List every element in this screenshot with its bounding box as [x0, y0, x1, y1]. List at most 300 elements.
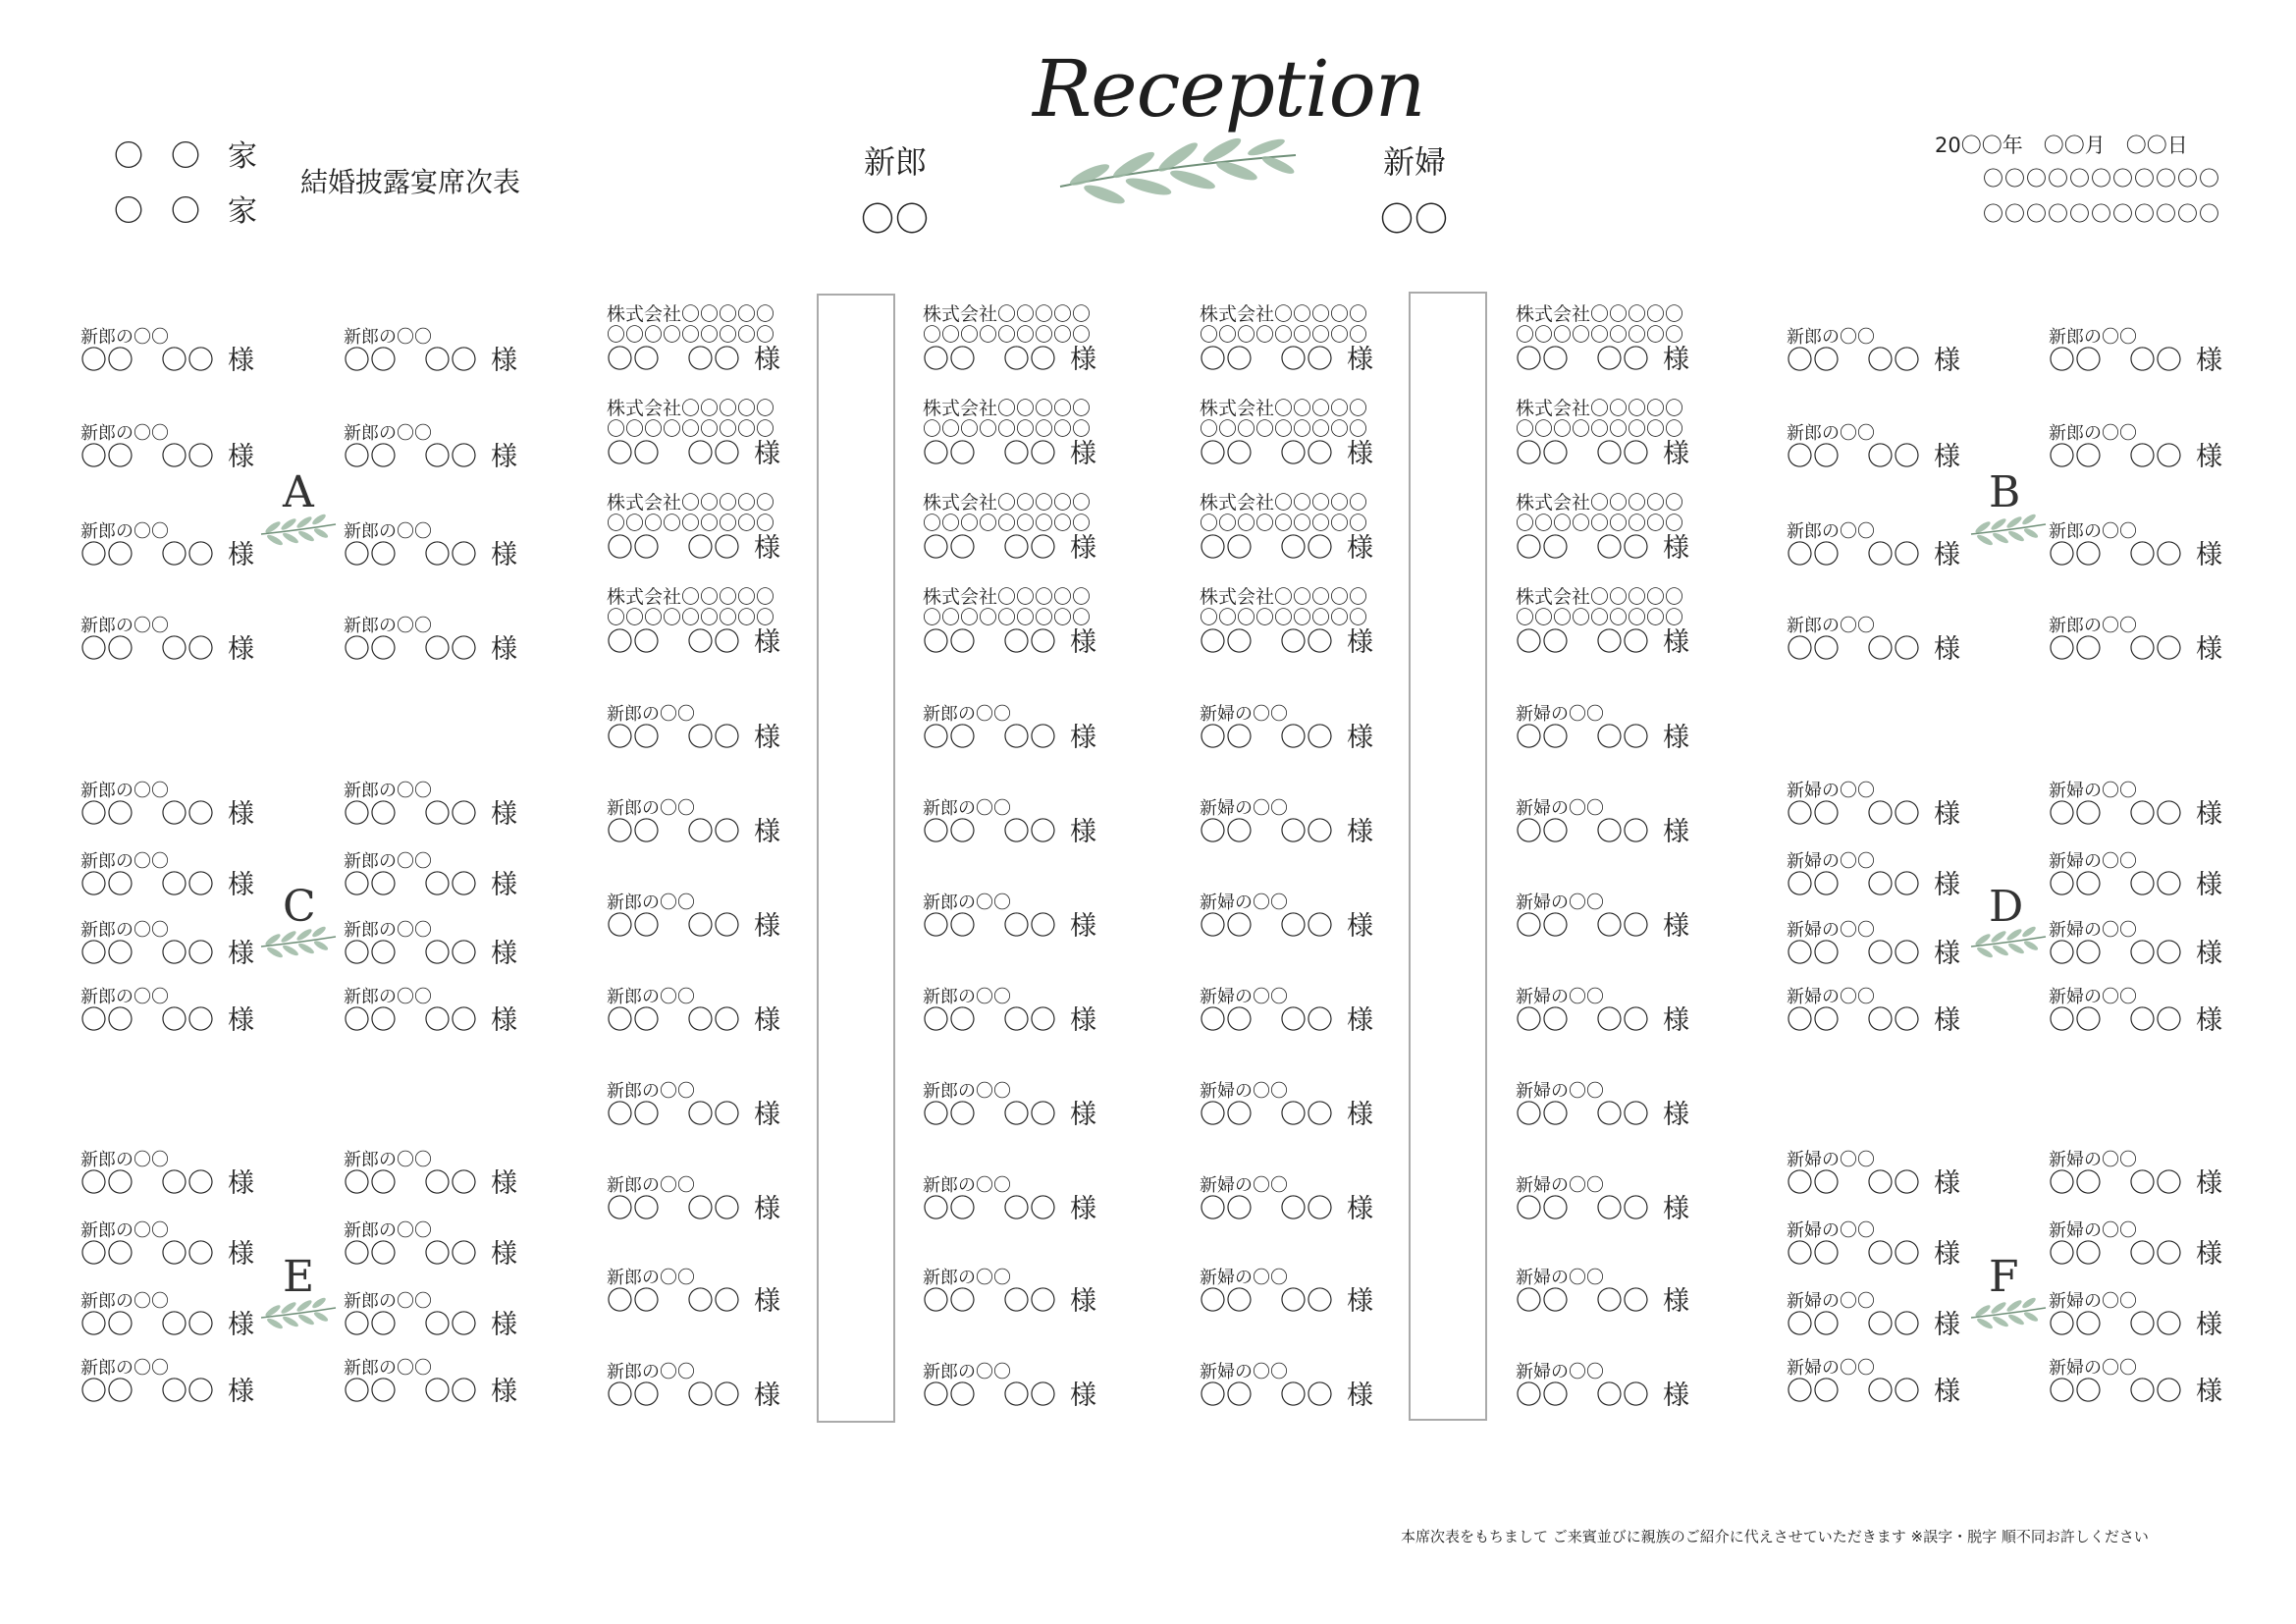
guest-entry [1787, 1359, 1960, 1407]
guest-relation: 新婦の〇〇 [1516, 1175, 1604, 1196]
guest-last-name: 〇〇 [607, 1380, 660, 1411]
guest-first-name: 〇〇 [424, 442, 477, 472]
guest-first-name: 〇〇 [1867, 870, 1920, 900]
guest-honorific: 様 [1934, 1239, 1960, 1270]
guest-first-name: 〇〇 [2129, 442, 2182, 472]
guest-first-name: 〇〇 [161, 346, 214, 376]
guest-name [607, 440, 780, 469]
guest-first-name: 〇〇 [1867, 634, 1920, 665]
leaf-sprig-icon [257, 921, 340, 966]
guest-relation: 新郎の〇〇 [80, 1291, 169, 1312]
guest-relation: 新郎の〇〇 [344, 1358, 432, 1379]
guest-relation: 新郎の〇〇 [80, 920, 169, 941]
guest-first-name: 〇〇 [1867, 1377, 1920, 1407]
guest-entry [2049, 522, 2222, 570]
guest-honorific: 様 [1934, 1005, 1960, 1036]
guest-first-name: 〇〇 [1003, 911, 1056, 942]
guest-relation: 新婦の〇〇 [1200, 987, 1288, 1007]
guest-entry [923, 705, 1096, 753]
guest-relation: 新郎の〇〇 [607, 1081, 695, 1102]
guest-honorific: 様 [1663, 817, 1689, 847]
guest-relation: 新郎の〇〇 [923, 704, 1011, 725]
guest-name [1787, 541, 1960, 570]
guest-relation: 新郎の〇〇 [607, 1268, 695, 1288]
guest-first-name: 〇〇 [1867, 540, 1920, 570]
guest-first-name: 〇〇 [161, 1239, 214, 1270]
guest-last-name: 〇〇 [1516, 1380, 1569, 1411]
guest-honorific: 様 [228, 1168, 254, 1199]
guest-last-name: 〇〇 [1516, 1194, 1569, 1224]
guest-last-name: 〇〇 [1200, 1194, 1253, 1224]
guest-relation: 新婦の〇〇 [1200, 704, 1288, 725]
guest-first-name: 〇〇 [161, 1310, 214, 1340]
guest-relation: 新郎の〇〇 [80, 1220, 169, 1241]
guest-honorific: 様 [1663, 627, 1689, 658]
guest-entry [1516, 493, 1689, 564]
guest-department: 〇〇〇〇〇〇〇〇〇 [1516, 513, 1684, 534]
guest-last-name: 〇〇 [2049, 346, 2102, 376]
guest-relation: 新郎の〇〇 [344, 987, 432, 1007]
guest-last-name: 〇〇 [2049, 1377, 2102, 1407]
olive-branch-icon [1050, 126, 1306, 214]
guest-honorific: 様 [1070, 911, 1096, 942]
guest-name [2049, 347, 2222, 376]
guest-first-name: 〇〇 [1003, 345, 1056, 375]
guest-relation: 新郎の〇〇 [607, 1362, 695, 1382]
guest-honorific: 様 [1663, 533, 1689, 564]
guest-last-name: 〇〇 [1200, 345, 1253, 375]
guest-entry [1200, 893, 1373, 942]
guest-last-name: 〇〇 [344, 540, 397, 570]
guest-entry [2049, 1221, 2222, 1270]
guest-last-name: 〇〇 [1787, 1310, 1840, 1340]
guest-honorific: 様 [228, 870, 254, 900]
guest-honorific: 様 [228, 442, 254, 472]
guest-name [1516, 628, 1689, 658]
guest-last-name: 〇〇 [923, 817, 976, 847]
guest-entry [344, 617, 517, 665]
guest-last-name: 〇〇 [1200, 723, 1253, 753]
family-suffix: 家 [228, 194, 259, 229]
guest-last-name: 〇〇 [1787, 540, 1840, 570]
guest-entry [2049, 1359, 2222, 1407]
guest-last-name: 〇〇 [1516, 817, 1569, 847]
guest-honorific: 様 [1663, 1380, 1689, 1411]
guest-entry [1787, 988, 1960, 1036]
guest-first-name: 〇〇 [424, 1377, 477, 1407]
guest-name [923, 628, 1096, 658]
guest-first-name: 〇〇 [1596, 1286, 1649, 1317]
document-title: 結婚披露宴席次表 [300, 166, 521, 198]
guest-name [607, 1381, 780, 1411]
guest-last-name: 〇〇 [80, 634, 133, 665]
guest-honorific: 様 [1663, 1194, 1689, 1224]
table-letter: B [1989, 467, 2021, 517]
guest-first-name: 〇〇 [1867, 442, 1920, 472]
guest-name [344, 1311, 517, 1340]
guest-honorific: 様 [754, 439, 780, 469]
guest-honorific: 様 [1070, 1194, 1096, 1224]
guest-relation: 新婦の〇〇 [1787, 781, 1875, 801]
guest-honorific: 様 [1934, 442, 1960, 472]
guest-last-name: 〇〇 [607, 1005, 660, 1036]
guest-name [1516, 534, 1689, 564]
guest-first-name: 〇〇 [1596, 911, 1649, 942]
guest-name [344, 347, 517, 376]
guest-honorific: 様 [1347, 817, 1373, 847]
guest-last-name: 〇〇 [1516, 345, 1569, 375]
guest-entry [923, 988, 1096, 1036]
guest-first-name: 〇〇 [424, 1310, 477, 1340]
leaf-sprig-icon [1967, 921, 2050, 966]
guest-honorific: 様 [1347, 439, 1373, 469]
guest-entry [344, 1292, 517, 1340]
guest-entry [2049, 1151, 2222, 1199]
guest-department: 〇〇〇〇〇〇〇〇〇 [923, 324, 1092, 346]
family-row-2 [114, 187, 259, 230]
guest-first-name: 〇〇 [687, 1286, 740, 1317]
guest-last-name: 〇〇 [923, 627, 976, 658]
guest-name [1516, 1101, 1689, 1130]
guest-last-name: 〇〇 [2049, 939, 2102, 969]
guest-first-name: 〇〇 [2129, 346, 2182, 376]
guest-name [2049, 1169, 2222, 1199]
guest-last-name: 〇〇 [2049, 1005, 2102, 1036]
guest-honorific: 様 [2196, 799, 2222, 830]
guest-relation: 新婦の〇〇 [2049, 851, 2137, 872]
guest-name [80, 1240, 254, 1270]
guest-honorific: 様 [491, 870, 517, 900]
guest-first-name: 〇〇 [161, 1377, 214, 1407]
guest-entry [80, 328, 254, 376]
guest-name [2049, 1378, 2222, 1407]
guest-first-name: 〇〇 [1867, 1168, 1920, 1199]
guest-entry [1200, 1269, 1373, 1317]
guest-name [923, 818, 1096, 847]
guest-relation: 新婦の〇〇 [1200, 1362, 1288, 1382]
guest-first-name: 〇〇 [2129, 634, 2182, 665]
guest-honorific: 様 [1934, 939, 1960, 969]
guest-first-name: 〇〇 [1596, 1100, 1649, 1130]
guest-entry [923, 1269, 1096, 1317]
guest-entry [1516, 1176, 1689, 1224]
guest-company: 株式会社〇〇〇〇〇 [607, 492, 775, 514]
family-circle: 〇 [171, 194, 202, 229]
guest-name [1516, 1195, 1689, 1224]
guest-entry [607, 988, 780, 1036]
guest-last-name: 〇〇 [1787, 634, 1840, 665]
guest-last-name: 〇〇 [344, 346, 397, 376]
guest-name [1516, 818, 1689, 847]
guest-first-name: 〇〇 [1596, 817, 1649, 847]
guest-honorific: 様 [754, 533, 780, 564]
guest-last-name: 〇〇 [1200, 533, 1253, 564]
guest-last-name: 〇〇 [607, 723, 660, 753]
guest-entry [1787, 1221, 1960, 1270]
guest-entry [1200, 304, 1373, 375]
guest-honorific: 様 [754, 1005, 780, 1036]
guest-name [1200, 1287, 1373, 1317]
guest-last-name: 〇〇 [923, 1286, 976, 1317]
guest-relation: 新郎の〇〇 [2049, 521, 2137, 542]
guest-first-name: 〇〇 [1003, 1380, 1056, 1411]
guest-entry [1200, 1082, 1373, 1130]
guest-name [1787, 1311, 1960, 1340]
guest-honorific: 様 [2196, 1377, 2222, 1407]
guest-company: 株式会社〇〇〇〇〇 [607, 303, 775, 325]
guest-first-name: 〇〇 [2129, 870, 2182, 900]
guest-last-name: 〇〇 [1787, 870, 1840, 900]
guest-first-name: 〇〇 [1280, 911, 1333, 942]
guest-first-name: 〇〇 [1280, 1100, 1333, 1130]
guest-relation: 新郎の〇〇 [607, 798, 695, 819]
guest-name [1787, 1240, 1960, 1270]
guest-first-name: 〇〇 [161, 634, 214, 665]
guest-relation: 新郎の〇〇 [923, 1268, 1011, 1288]
guest-relation: 新婦の〇〇 [2049, 1358, 2137, 1379]
guest-relation: 新婦の〇〇 [1787, 1220, 1875, 1241]
guest-first-name: 〇〇 [2129, 1168, 2182, 1199]
guest-last-name: 〇〇 [1200, 1380, 1253, 1411]
guest-entry [2049, 921, 2222, 969]
guest-relation: 新郎の〇〇 [80, 987, 169, 1007]
guest-entry [1200, 587, 1373, 658]
guest-name [2049, 1311, 2222, 1340]
guest-first-name: 〇〇 [424, 1168, 477, 1199]
guest-honorific: 様 [1663, 1286, 1689, 1317]
guest-last-name: 〇〇 [1787, 1005, 1840, 1036]
guest-entry [344, 988, 517, 1036]
guest-entry [1200, 988, 1373, 1036]
guest-honorific: 様 [2196, 634, 2222, 665]
guest-company: 株式会社〇〇〇〇〇 [923, 492, 1092, 514]
guest-last-name: 〇〇 [1200, 911, 1253, 942]
guest-name [344, 443, 517, 472]
guest-last-name: 〇〇 [923, 1194, 976, 1224]
guest-company: 株式会社〇〇〇〇〇 [1200, 303, 1368, 325]
guest-relation: 新婦の〇〇 [1200, 1268, 1288, 1288]
guest-honorific: 様 [1347, 533, 1373, 564]
guest-first-name: 〇〇 [687, 533, 740, 564]
guest-entry [1787, 1292, 1960, 1340]
guest-name [80, 347, 254, 376]
guest-first-name: 〇〇 [1003, 1286, 1056, 1317]
guest-entry [923, 493, 1096, 564]
guest-honorific: 様 [491, 1005, 517, 1036]
table-letter: A [283, 467, 314, 517]
guest-first-name: 〇〇 [687, 439, 740, 469]
guest-honorific: 様 [1070, 1005, 1096, 1036]
guest-name [344, 1378, 517, 1407]
guest-relation: 新婦の〇〇 [1787, 1358, 1875, 1379]
leaf-sprig-icon [1967, 1292, 2050, 1337]
guest-relation: 新郎の〇〇 [1787, 423, 1875, 444]
guest-entry [344, 424, 517, 472]
guest-entry [1516, 893, 1689, 942]
guest-honorific: 様 [2196, 1168, 2222, 1199]
guest-entry [80, 617, 254, 665]
guest-company: 株式会社〇〇〇〇〇 [607, 398, 775, 419]
guest-entry [1516, 304, 1689, 375]
guest-entry [1787, 782, 1960, 830]
guest-honorific: 様 [754, 1100, 780, 1130]
guest-name [1200, 912, 1373, 942]
guest-entry [344, 921, 517, 969]
guest-first-name: 〇〇 [424, 346, 477, 376]
guest-entry [80, 1221, 254, 1270]
guest-name [607, 818, 780, 847]
guest-name [1200, 440, 1373, 469]
guest-last-name: 〇〇 [607, 1194, 660, 1224]
guest-relation: 新郎の〇〇 [1787, 616, 1875, 636]
guest-entry [1200, 1176, 1373, 1224]
guest-honorific: 様 [1934, 634, 1960, 665]
guest-last-name: 〇〇 [80, 346, 133, 376]
guest-last-name: 〇〇 [80, 1168, 133, 1199]
guest-name [2049, 800, 2222, 830]
guest-name [80, 1311, 254, 1340]
guest-first-name: 〇〇 [1596, 1005, 1649, 1036]
guest-department: 〇〇〇〇〇〇〇〇〇 [1200, 324, 1368, 346]
guest-last-name: 〇〇 [1200, 627, 1253, 658]
guest-name [923, 1195, 1096, 1224]
guest-last-name: 〇〇 [2049, 442, 2102, 472]
guest-entry [2049, 852, 2222, 900]
guest-relation: 新郎の〇〇 [923, 798, 1011, 819]
guest-first-name: 〇〇 [2129, 1310, 2182, 1340]
guest-relation: 新郎の〇〇 [344, 616, 432, 636]
guest-entry [1787, 1151, 1960, 1199]
guest-honorific: 様 [1663, 1100, 1689, 1130]
guest-entry [1787, 328, 1960, 376]
guest-relation: 新婦の〇〇 [1516, 1362, 1604, 1382]
guest-last-name: 〇〇 [2049, 1239, 2102, 1270]
guest-name [80, 443, 254, 472]
guest-entry [80, 1151, 254, 1199]
guest-honorific: 様 [2196, 540, 2222, 570]
guest-company: 株式会社〇〇〇〇〇 [1516, 586, 1684, 608]
guest-name [80, 1006, 254, 1036]
guest-relation: 新郎の〇〇 [344, 1220, 432, 1241]
family-suffix: 家 [228, 139, 259, 174]
guest-last-name: 〇〇 [1787, 1239, 1840, 1270]
guest-first-name: 〇〇 [1280, 817, 1333, 847]
guest-first-name: 〇〇 [687, 345, 740, 375]
guest-honorific: 様 [1663, 439, 1689, 469]
guest-name [607, 912, 780, 942]
guest-entry [1787, 921, 1960, 969]
guest-honorific: 様 [491, 634, 517, 665]
leaf-sprig-icon [257, 1292, 340, 1337]
guest-last-name: 〇〇 [607, 439, 660, 469]
guest-entry [923, 799, 1096, 847]
guest-last-name: 〇〇 [1516, 723, 1569, 753]
guest-department: 〇〇〇〇〇〇〇〇〇 [607, 418, 775, 440]
guest-honorific: 様 [1070, 723, 1096, 753]
guest-entry [80, 424, 254, 472]
guest-department: 〇〇〇〇〇〇〇〇〇 [1200, 513, 1368, 534]
guest-entry [80, 921, 254, 969]
guest-honorific: 様 [2196, 870, 2222, 900]
guest-first-name: 〇〇 [2129, 1005, 2182, 1036]
guest-honorific: 様 [754, 1286, 780, 1317]
guest-last-name: 〇〇 [80, 442, 133, 472]
guest-relation: 新郎の〇〇 [80, 1358, 169, 1379]
guest-last-name: 〇〇 [607, 1286, 660, 1317]
guest-name [80, 940, 254, 969]
guest-department: 〇〇〇〇〇〇〇〇〇 [1200, 607, 1368, 628]
guest-first-name: 〇〇 [687, 817, 740, 847]
guest-entry [344, 1221, 517, 1270]
guest-first-name: 〇〇 [687, 1100, 740, 1130]
guest-honorific: 様 [2196, 346, 2222, 376]
bride-label: 新婦 [1382, 143, 1446, 181]
guest-first-name: 〇〇 [424, 634, 477, 665]
guest-name [80, 541, 254, 570]
leaf-sprig-icon [257, 509, 340, 554]
guest-name [1516, 1006, 1689, 1036]
guest-entry [1516, 1269, 1689, 1317]
family-circle: 〇 [171, 139, 202, 174]
guest-name [1787, 871, 1960, 900]
guest-honorific: 様 [1347, 627, 1373, 658]
guest-last-name: 〇〇 [344, 799, 397, 830]
guest-name [1200, 1101, 1373, 1130]
guest-relation: 新郎の〇〇 [607, 704, 695, 725]
guest-company: 株式会社〇〇〇〇〇 [923, 586, 1092, 608]
guest-relation: 新郎の〇〇 [344, 423, 432, 444]
guest-first-name: 〇〇 [1003, 627, 1056, 658]
family-row-1 [114, 132, 259, 175]
guest-relation: 新郎の〇〇 [923, 987, 1011, 1007]
guest-honorific: 様 [1070, 1286, 1096, 1317]
guest-entry [607, 799, 780, 847]
guest-first-name: 〇〇 [2129, 939, 2182, 969]
guest-honorific: 様 [754, 723, 780, 753]
groom-label: 新郎 [863, 143, 927, 181]
guest-name [1516, 1381, 1689, 1411]
guest-first-name: 〇〇 [161, 1168, 214, 1199]
guest-first-name: 〇〇 [1280, 627, 1333, 658]
guest-honorific: 様 [491, 939, 517, 969]
guest-honorific: 様 [228, 634, 254, 665]
guest-last-name: 〇〇 [1516, 911, 1569, 942]
guest-relation: 新婦の〇〇 [2049, 920, 2137, 941]
venue-line-1: 〇〇〇〇〇〇〇〇〇〇〇 [1983, 167, 2220, 190]
guest-name [1200, 1381, 1373, 1411]
guest-relation: 新婦の〇〇 [1200, 1081, 1288, 1102]
guest-honorific: 様 [1347, 1005, 1373, 1036]
guest-entry [2049, 617, 2222, 665]
guest-entry [1787, 852, 1960, 900]
guest-honorific: 様 [1347, 1286, 1373, 1317]
guest-entry [1516, 587, 1689, 658]
guest-first-name: 〇〇 [1867, 346, 1920, 376]
guest-entry [1200, 1363, 1373, 1411]
guest-name [607, 1287, 780, 1317]
guest-honorific: 様 [1070, 1100, 1096, 1130]
guest-honorific: 様 [2196, 1310, 2222, 1340]
guest-relation: 新婦の〇〇 [1516, 798, 1604, 819]
guest-relation: 新郎の〇〇 [923, 1175, 1011, 1196]
guest-honorific: 様 [491, 1168, 517, 1199]
guest-entry [607, 1269, 780, 1317]
guest-name [80, 800, 254, 830]
family-circle: 〇 [114, 139, 145, 174]
guest-first-name: 〇〇 [1867, 1005, 1920, 1036]
guest-first-name: 〇〇 [1280, 1380, 1333, 1411]
guest-name [607, 1006, 780, 1036]
